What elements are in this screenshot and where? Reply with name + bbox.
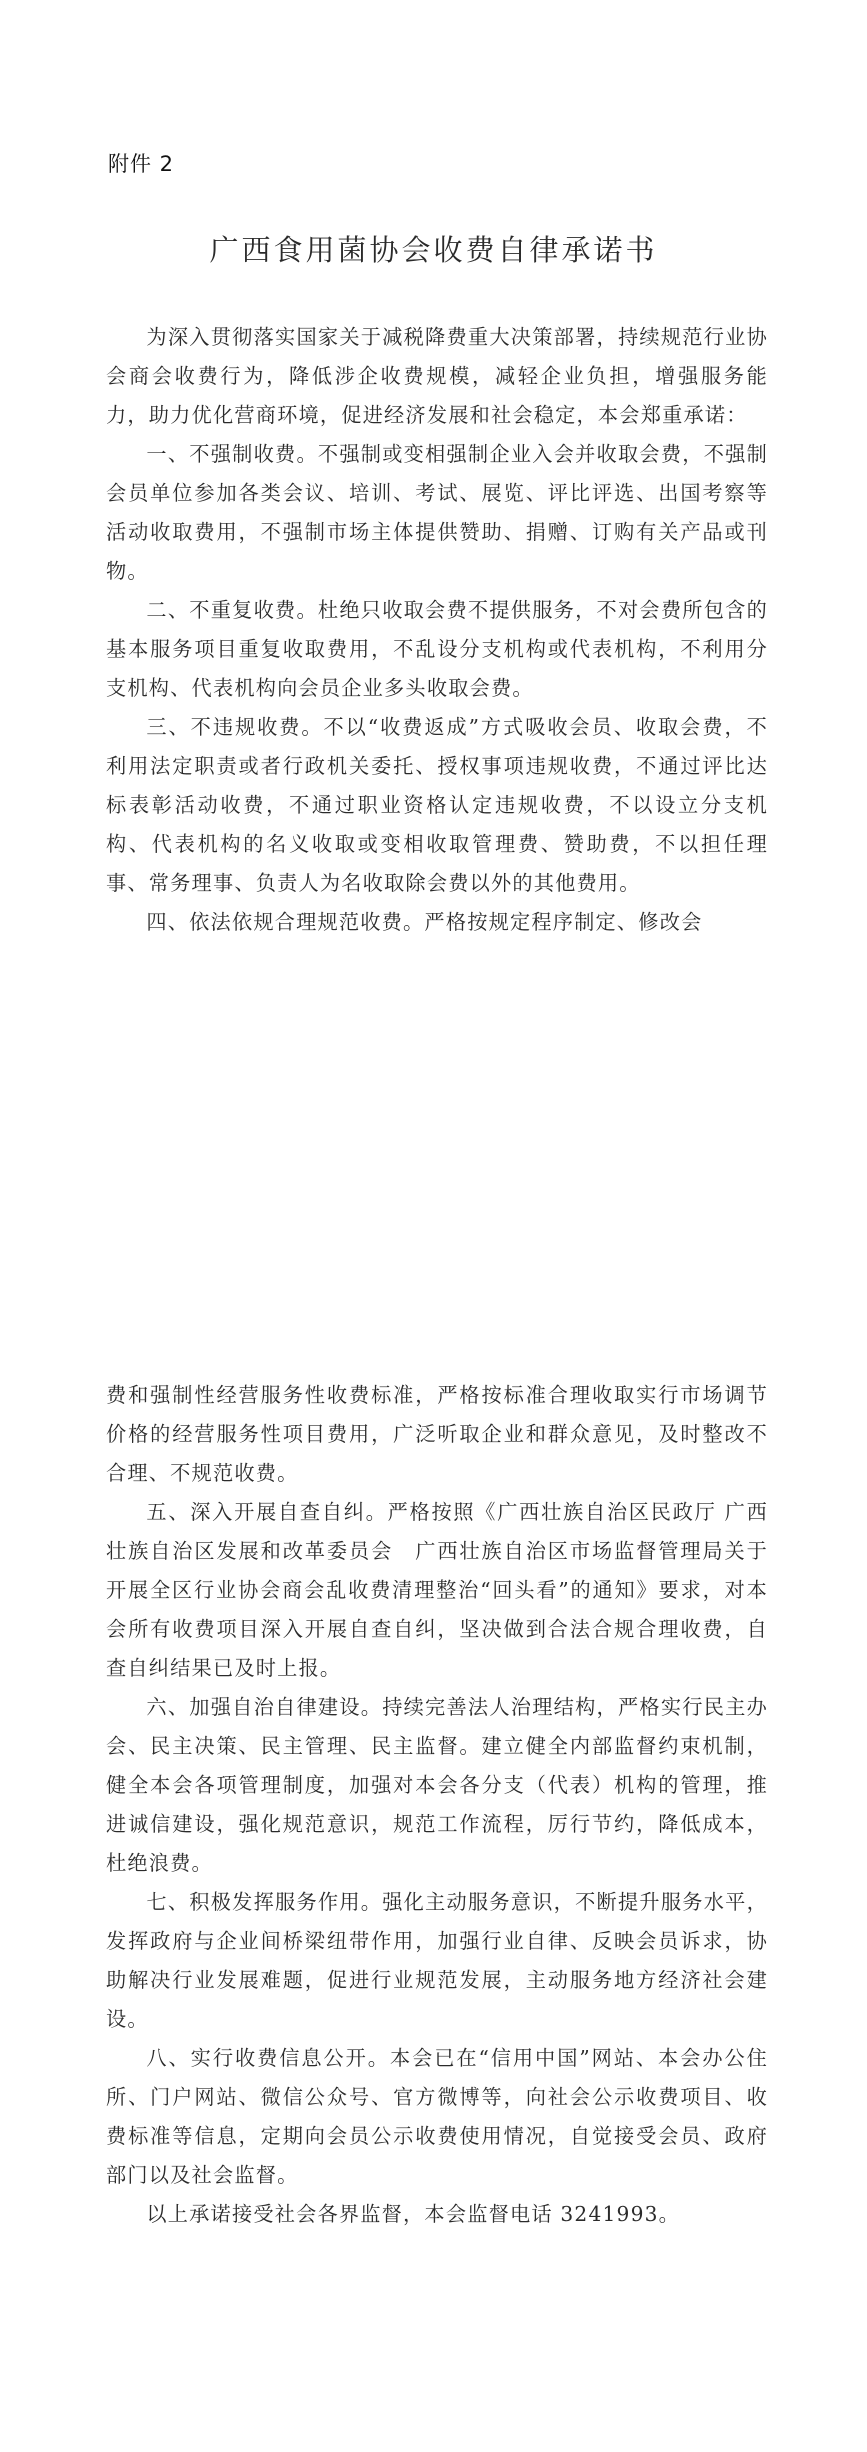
pledge-paragraph-1: 一、不强制收费。不强制或变相强制企业入会并收取会费，不强制会员单位参加各类会议、培训、考试、展览、评比评选、出国考察等活动收取费用，不强制市场主体提供赞助、捐赠、订购有关产品或刊物。 [106, 442, 768, 583]
pledge-paragraph-4-continued: 费和强制性经营服务性收费标准，严格按标准合理收取实行市场调节价格的经营服务性项目费用，广泛听取企业和群众意见，及时整改不合理、不规范收费。 [106, 1383, 768, 1485]
pledge-paragraph-7: 七、积极发挥服务作用。强化主动服务意识，不断提升服务水平，发挥政府与企业间桥梁纽带作用，加强行业自律、反映会员诉求，协助解决行业发展难题，促进行业规范发展，主动服务地方经济社会建设。 [106, 1890, 768, 2031]
pledge-paragraph-2: 二、不重复收费。杜绝只收取会费不提供服务，不对会费所包含的基本服务项目重复收取费用，不乱设分支机构或代表机构，不利用分支机构、代表机构向会员企业多头收取会费。 [106, 598, 768, 700]
pledge-paragraph-4-start: 四、依法依规合理规范收费。严格按规定程序制定、修改会 [146, 910, 703, 934]
document-title: 广西食用菌协会收费自律承诺书 [209, 233, 658, 267]
pledge-paragraph-8: 八、实行收费信息公开。本会已在“信用中国”网站、本会办公住所、门户网站、微信公众号、官方微博等，向社会公示收费项目、收费标准等信息，定期向会员公示收费使用情况，自觉接受会员、政府部门以及社会监督。 [106, 2046, 768, 2187]
closing-statement: 以上承诺接受社会各界监督，本会监督电话 3241993。 [146, 2202, 681, 2226]
pledge-paragraph-6: 六、加强自治自律建设。持续完善法人治理结构，严格实行民主办会、民主决策、民主管理、民主监督。建立健全内部监督约束机制，健全本会各项管理制度，加强对本会各分支（代表）机构的管理，推进诚信建设，强化规范意识，规范工作流程，厉行节约，降低成本，杜绝浪费。 [106, 1695, 768, 1875]
pledge-paragraph-3: 三、不违规收费。不以“收费返成”方式吸收会员、收取会费，不利用法定职责或者行政机关委托、授权事项违规收费，不通过评比达标表彰活动收费，不通过职业资格认定违规收费，不以设立分支机构、代表机构的名义收取或变相收取管理费、赞助费，不以担任理事、常务理事、负责人为名收取除会费以外的其他费用。 [106, 715, 768, 895]
body-section-page-2 [106, 1376, 768, 2234]
body-section-page-1 [106, 318, 768, 942]
intro-paragraph: 为深入贯彻落实国家关于减税降费重大决策部署，持续规范行业协会商会收费行为，降低涉企收费规模，减轻企业负担，增强服务能力，助力优化营商环境，促进经济发展和社会稳定，本会郑重承诺： [106, 325, 768, 427]
attachment-label: 附件 2 [108, 152, 175, 176]
pledge-paragraph-5: 五、深入开展自查自纠。严格按照《广西壮族自治区民政厅 广西壮族自治区发展和改革委员会 广西壮族自治区市场监督管理局关于开展全区行业协会商会乱收费清理整治“回头看”的通知》要求，对本会所有收费项目深入开展自查自纠，坚决做到合法合规合理收费，自查自纠结果已及时上报。 [106, 1500, 768, 1680]
